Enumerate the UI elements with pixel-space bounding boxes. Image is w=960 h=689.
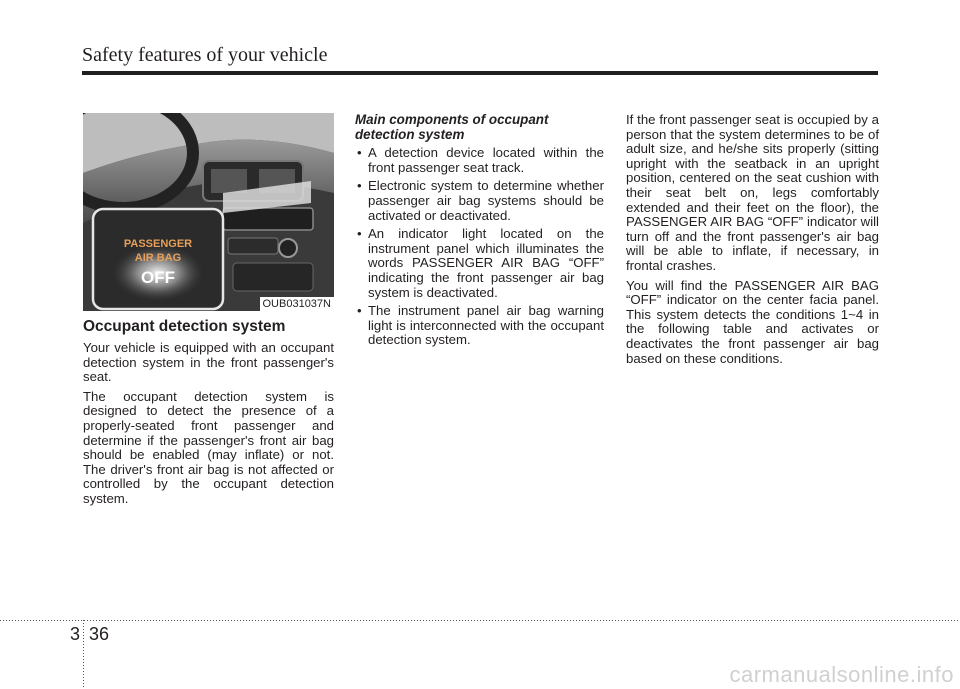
climate-panel bbox=[228, 238, 278, 254]
subsection-heading: Main components of occupant detection system bbox=[355, 112, 549, 142]
indicator-state-text: OFF bbox=[141, 268, 175, 287]
list-item: • A detection device located within the front passenger seat track. bbox=[357, 145, 604, 175]
control-knob bbox=[279, 239, 297, 257]
list-item: • The instrument panel air bag warning light is interconnected with the occupant detection system. bbox=[357, 303, 604, 348]
indicator-text-line1: PASSENGER bbox=[123, 238, 193, 250]
column-left bbox=[83, 318, 334, 512]
section-heading: Occupant detection system bbox=[83, 318, 286, 335]
footer-rule-vertical bbox=[83, 620, 84, 689]
dashboard-figure bbox=[83, 113, 334, 311]
dashboard-illustration bbox=[83, 113, 334, 311]
column-middle bbox=[355, 113, 604, 352]
page-header-title: Safety features of your vehicle bbox=[82, 44, 328, 66]
bullet-icon: • bbox=[357, 178, 362, 194]
list-item: • Electronic system to determine whether passenger air bag systems should be activated or deactivated. bbox=[357, 178, 604, 223]
footer-rule-left bbox=[0, 620, 83, 621]
paragraph-description: The occupant detection system is designed to detect the presence of a properly-seated front passenger and determine if the passenger's front air bag should be enabled (may inflate) or not. The driver's front air bag is not affected or controlled by the occupant detection system. bbox=[83, 388, 334, 506]
watermark-text: carmanualsonline.info bbox=[729, 662, 954, 687]
page-number: 36 bbox=[89, 624, 110, 644]
components-list bbox=[355, 146, 604, 348]
bullet-icon: • bbox=[357, 303, 362, 319]
footer-rule-right bbox=[84, 620, 960, 621]
figure-code-label: OUB031037N bbox=[260, 297, 335, 311]
bullet-icon: • bbox=[357, 226, 362, 242]
paragraph-adult-detection: If the front passenger seat is occupied by a person that the system determines to be of adult size, and he/she sits properly (sitting upright with the seatback in an upright position, centered on the seat cushion with their seat belt on, legs comfortably extended and their feet on the floor), the PASSENGER AIR BAG “OFF” indicator will turn off and the front passenger's air bag will be able to inflate, if necessary, in frontal crashes. bbox=[626, 112, 879, 273]
paragraph-intro: Your vehicle is equipped with an occupant detection system in the front passenger's seat. bbox=[83, 340, 334, 385]
paragraph-indicator-location: You will find the PASSENGER AIR BAG “OFF” indicator on the center facia panel. This system detects the conditions 1~4 in the following table and activates or deactivates the front passenger air bag based on these conditions. bbox=[626, 277, 879, 366]
lower-panel bbox=[233, 263, 313, 291]
header-rule bbox=[82, 71, 878, 75]
chapter-number: 3 bbox=[70, 624, 81, 644]
vent-left bbox=[211, 169, 247, 193]
list-item: • An indicator light located on the instrument panel which illuminates the words PASSENGER AIR BAG “OFF” indicating the front passenger air bag system is deactivated. bbox=[357, 226, 604, 300]
column-right bbox=[626, 113, 879, 371]
indicator-text-line2: AIR BAG bbox=[134, 252, 182, 264]
bullet-icon: • bbox=[357, 145, 362, 161]
